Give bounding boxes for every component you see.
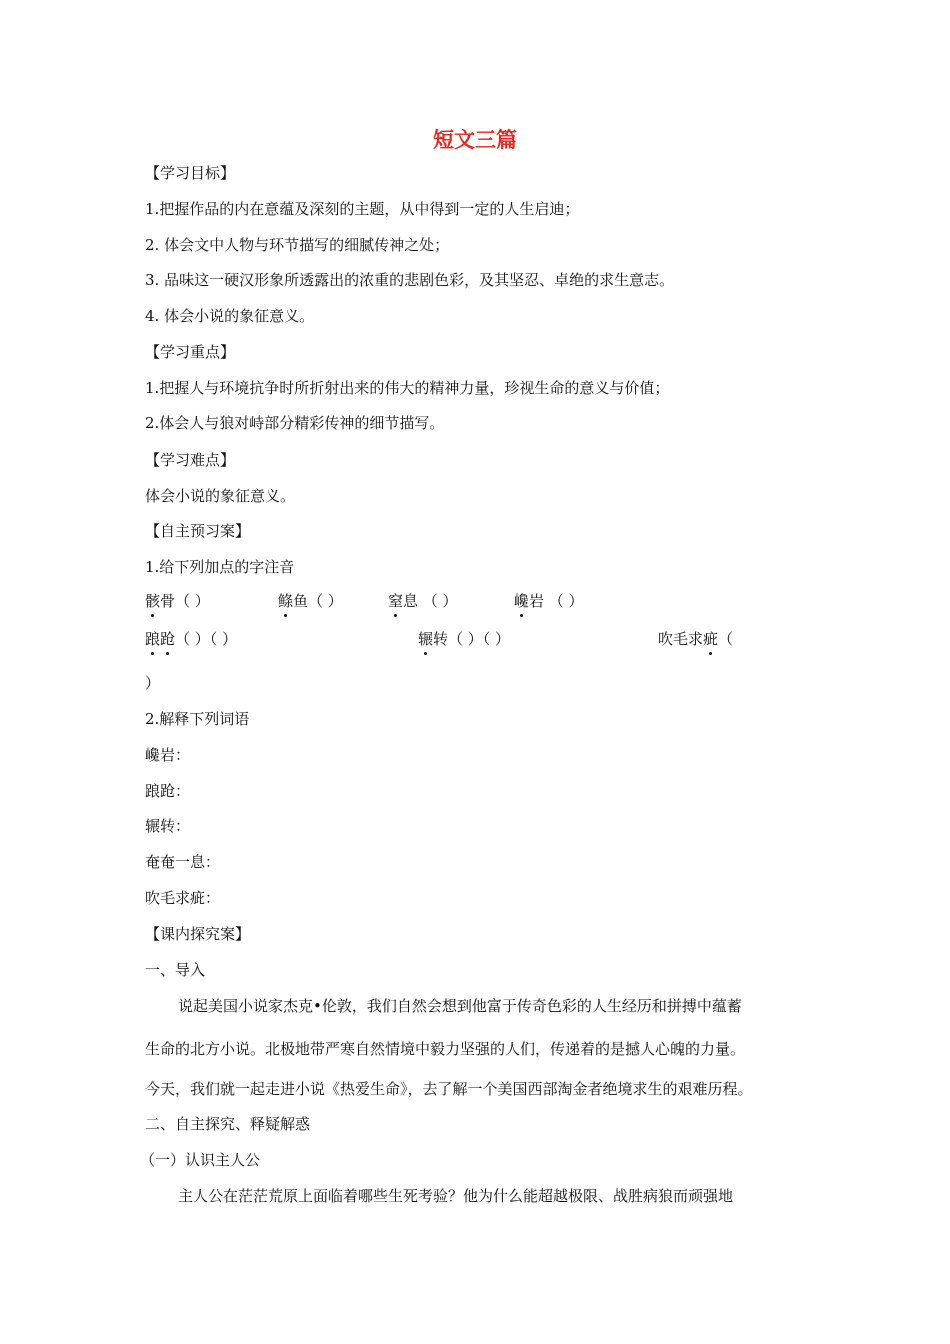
word-suffocate: 窒息 （ ）: [388, 592, 458, 610]
term-line: 踉跄：: [145, 782, 191, 800]
paragraph-line: 主人公在茫茫荒原上面临着哪些生死考验？他为什么能超越极限、战胜病狼而顽强地: [178, 1187, 734, 1205]
word-minnow: 鲦鱼（ ）: [278, 592, 343, 610]
dotted-char: 踉: [145, 630, 161, 648]
question-2: 2.解释下列词语: [145, 710, 250, 728]
word-nitpick: 吹毛求疵（: [658, 630, 734, 648]
objective-item: 2. 体会文中人物与环节描写的细腻传神之处；: [145, 236, 450, 254]
difficulty-text: 体会小说的象征意义。: [145, 487, 296, 505]
objectives-heading: 【学习目标】: [145, 164, 236, 182]
objective-item: 1.把握作品的内在意蕴及深刻的主题，从中得到一定的人生启迪；: [145, 200, 580, 218]
key-point-item: 1.把握人与环境抗争时所折射出来的伟大的精神力量，珍视生命的意义与价值；: [145, 379, 670, 397]
dotted-char: 窒: [388, 592, 404, 610]
word-skeleton: 骸骨（ ）: [145, 592, 210, 610]
document-title: 短文三篇: [433, 128, 517, 152]
key-points-heading: 【学习重点】: [145, 343, 236, 361]
section-explore: 二、自主探究、释疑解惑: [145, 1115, 311, 1133]
closing-paren: ）: [145, 674, 161, 692]
word-stagger: 踉跄（ ）（ ）: [145, 630, 238, 648]
dotted-char: 跄: [160, 630, 176, 648]
paragraph-line: 生命的北方小说。北极地带严寒自然情境中毅力坚强的人们，传递着的是撼人心魄的力量。: [145, 1040, 746, 1058]
term-line: 吹毛求疵：: [145, 889, 221, 907]
question-1: 1.给下列加点的字注音: [145, 558, 295, 576]
dotted-char: 鲦: [278, 592, 294, 610]
dotted-char: 巉: [514, 592, 530, 610]
paragraph-line: 今天，我们就一起走进小说《热爱生命》，去了解一个美国西部淘金者绝境求生的艰难历程。: [145, 1080, 753, 1098]
subsection-protagonist: （一）认识主人公: [140, 1151, 261, 1169]
term-line: 巉岩：: [145, 746, 191, 764]
paragraph-line: 说起美国小说家杰克•伦敦，我们自然会想到他富于传奇色彩的人生经历和拼搏中蕴蓄: [178, 997, 742, 1015]
dotted-char: 骸: [145, 592, 161, 610]
objective-item: 4. 体会小说的象征意义。: [145, 307, 315, 325]
word-crag: 巉岩 （ ）: [514, 592, 584, 610]
objective-item: 3. 品味这一硬汉形象所透露出的浓重的悲剧色彩，及其坚忍、卓绝的求生意志。: [145, 271, 675, 289]
inquiry-heading: 【课内探究案】: [145, 925, 251, 943]
term-line: 辗转：: [145, 817, 191, 835]
term-line: 奄奄一息：: [145, 853, 221, 871]
preview-heading: 【自主预习案】: [145, 522, 251, 540]
key-point-item: 2.体会人与狼对峙部分精彩传神的细节描写。: [145, 414, 445, 432]
dotted-char: 疵: [703, 630, 719, 648]
section-intro: 一、导入: [145, 961, 206, 979]
dotted-char: 辗: [418, 630, 434, 648]
difficulty-heading: 【学习难点】: [145, 451, 236, 469]
word-toss: 辗转（ ）（ ）: [418, 630, 511, 648]
